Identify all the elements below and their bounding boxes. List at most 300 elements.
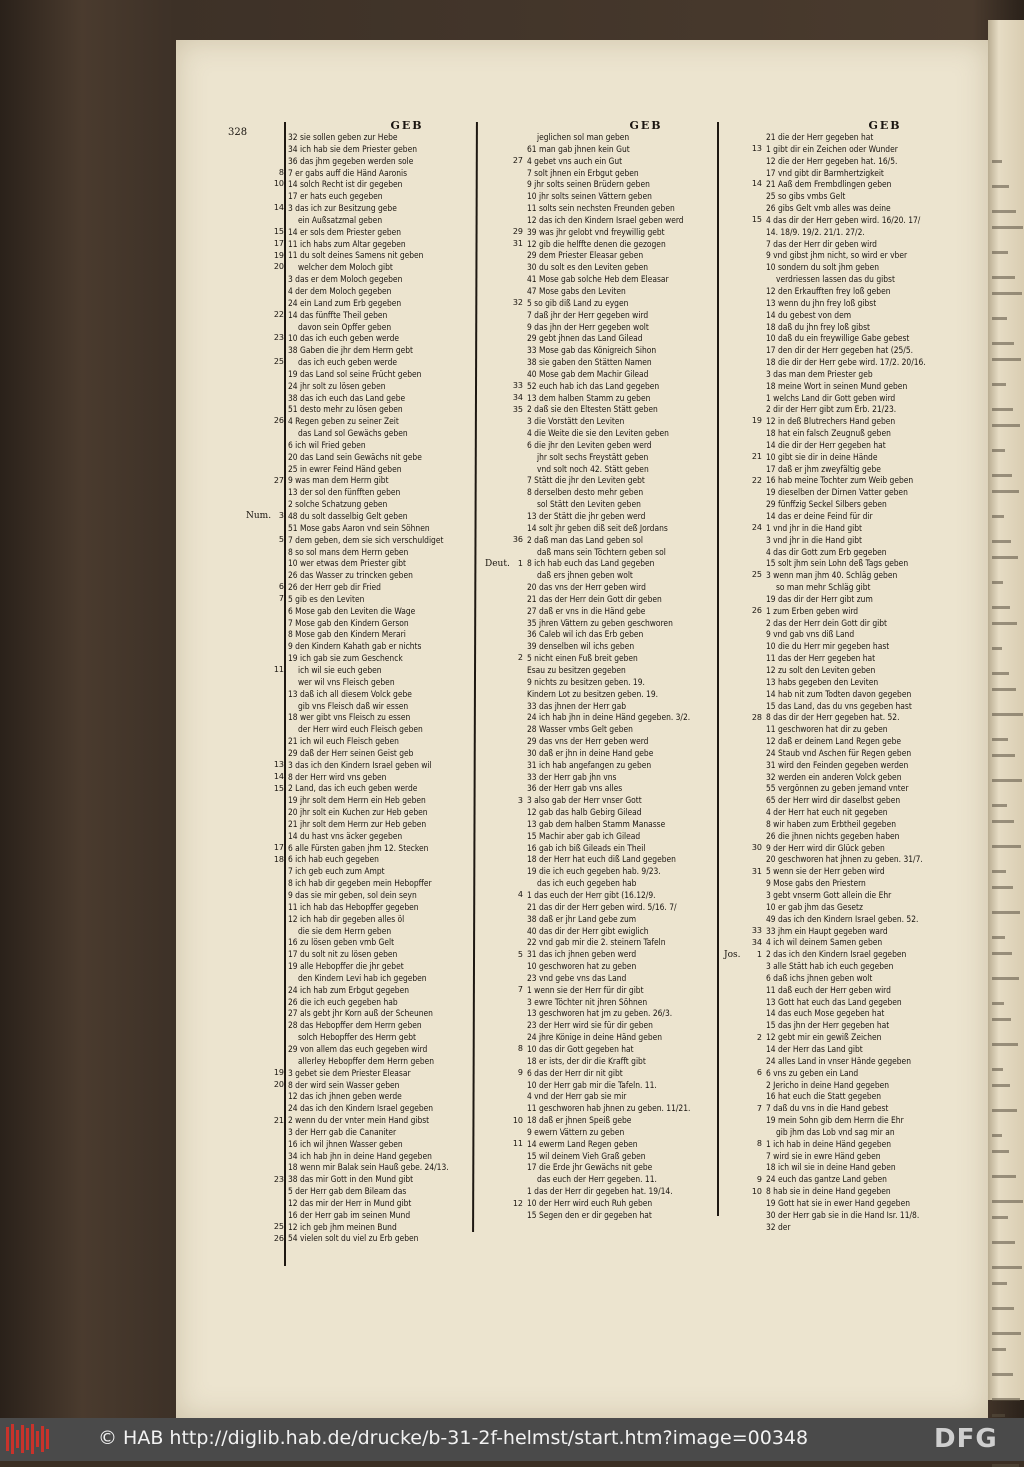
- index-entry: 12 den Erkaufften frey loß geben: [766, 285, 891, 296]
- index-entry: 10 das ich euch geben werde: [288, 333, 400, 344]
- chapter-number: 15: [273, 226, 284, 236]
- index-entry: 9 ewern Vättern zu geben: [527, 1126, 625, 1137]
- index-entry: 18 die dir der Herr gebe wird. 17/2. 20/16.: [766, 357, 926, 368]
- column-rule-left: [284, 122, 286, 1266]
- adjacent-page-text-line: [992, 1307, 1014, 1310]
- index-entry: 14 das euch Mose gegeben hat: [766, 1008, 885, 1019]
- chapter-number: 2: [517, 653, 523, 663]
- index-entry: 12 gebt mir ein gewiß Zeichen: [766, 1032, 882, 1043]
- chapter-number: 34: [751, 937, 762, 947]
- index-entry: 7 das der Herr dir geben wird: [766, 238, 877, 249]
- adjacent-page-text-line: [992, 1282, 1007, 1285]
- index-entry: 10 das dir Gott gegeben hat: [527, 1043, 634, 1054]
- running-head: GEB: [868, 119, 902, 132]
- index-entry: 3 ewre Töchter nit jhren Söhnen: [527, 996, 648, 1007]
- index-entry: 11 daß euch der Herr geben wird: [766, 984, 891, 995]
- index-entry: 9 vnd gab vns diß Land: [766, 629, 855, 640]
- index-entry: das euch der Herr gegeben. 11.: [537, 1174, 657, 1185]
- index-entry: 3 gebet sie dem Priester Eleasar: [288, 1067, 411, 1078]
- index-entry: 9 nichts zu besitzen geben. 19.: [527, 676, 645, 687]
- index-entry: 51 desto mehr zu lösen geben: [288, 404, 403, 415]
- index-entry: 3 gebt vnserm Gott allein die Ehr: [766, 890, 892, 900]
- index-entry: 12 in deß Blutrechers Hand geben: [766, 416, 896, 427]
- adjacent-page-text-line: [992, 1414, 1005, 1417]
- index-entry: 6 vns zu geben ein Land: [766, 1067, 859, 1078]
- index-entry: 13 dem halben Stamm zu geben: [527, 392, 651, 403]
- index-entry: 9 der Herr wird dir Glück geben: [766, 842, 885, 853]
- index-entry: 9 das jhn der Herr gegeben wolt: [527, 321, 649, 332]
- index-entry: 34 ich hab sie dem Priester geben: [288, 143, 418, 154]
- index-entry: jhr solt sechs Freystätt geben: [537, 451, 649, 462]
- index-entry: 1 vnd jhr in die Hand gibt: [766, 522, 862, 533]
- chapter-number: 2: [756, 1032, 762, 1042]
- chapter-number: 28: [751, 712, 762, 722]
- index-entry: 9 Mose gabs den Priestern: [766, 878, 866, 889]
- index-entry: 26 das Wasser zu trincken geben: [288, 570, 413, 581]
- index-entry: 3 das ich den Kindern Israel geben wil: [288, 759, 432, 770]
- index-entry: 51 Mose gabs Aaron vnd sein Söhnen: [288, 522, 430, 533]
- chapter-number: 32: [512, 297, 523, 307]
- index-entry: 31 wird den Feinden gegeben werden: [766, 759, 909, 770]
- chapter-number: 9: [756, 1174, 762, 1184]
- chapter-number: 8: [278, 167, 284, 177]
- chapter-number: 18: [273, 854, 284, 864]
- index-entry: 35 jhren Vättern zu geben geschworen: [527, 617, 673, 628]
- index-entry: welcher dem Moloch gibt: [298, 262, 393, 273]
- index-entry: 6 die jhr den Leviten geben werd: [527, 439, 652, 450]
- chapter-number: 12: [512, 1198, 523, 1208]
- index-entry: 14 hab nit zum Todten davon gegeben: [766, 688, 912, 699]
- index-entry: 9 das sie mir geben, sol dein seyn: [288, 890, 417, 900]
- chapter-number: 20: [273, 1080, 284, 1089]
- index-entry: 32 werden ein anderen Volck geben: [766, 771, 902, 782]
- index-entry: 61 man gab jhnen kein Gut: [527, 143, 630, 154]
- index-entry: 19 das Land sol seine Frücht geben: [288, 368, 422, 379]
- chapter-number: 23: [273, 1174, 284, 1184]
- chapter-number: 5: [517, 949, 523, 959]
- dfg-logo: DFG: [934, 1424, 998, 1454]
- chapter-number: 20: [273, 262, 284, 272]
- index-entry: 13 der Stätt die jhr geben werd: [527, 511, 646, 521]
- index-entry: 18 ich wil sie in deine Hand geben: [766, 1162, 896, 1173]
- index-entry: 6 daß ichs jhnen geben wolt: [766, 972, 873, 983]
- index-entry: 47 Mose gabs den Leviten: [527, 285, 626, 296]
- chapter-number: 19: [751, 416, 762, 426]
- index-entry: 8 der Herr wird vns geben: [288, 771, 387, 782]
- chapter-number: 10: [273, 179, 284, 189]
- chapter-number: 29: [512, 226, 523, 236]
- adjacent-page-text-line: [992, 1348, 1006, 1351]
- adjacent-page-text-line: [992, 1241, 1015, 1244]
- chapter-number: 27: [512, 155, 523, 165]
- index-entry: 14 du hast vns äcker gegeben: [288, 830, 403, 841]
- index-entry: 22 vnd gab mir die 2. steinern Tafeln: [527, 937, 666, 948]
- index-entry: verdriessen lassen das du gibst: [776, 274, 895, 285]
- entry-list: [766, 132, 1004, 1233]
- index-entry: 1 das euch der Herr gibt (16.12/9.: [527, 890, 656, 900]
- index-entry: 11 ich habs zum Altar gegeben: [288, 238, 406, 249]
- index-entry: 3 alle Stätt hab ich euch gegeben: [766, 961, 894, 972]
- page-number: 328: [228, 127, 248, 138]
- chapter-number: 30: [751, 843, 762, 852]
- index-entry: gib vns Fleisch daß wir essen: [298, 700, 409, 711]
- index-entry: 14 solch Recht ist dir gegeben: [288, 179, 403, 190]
- chapter-number: 33: [751, 925, 762, 935]
- index-entry: 48 du solt dasselbig Gelt geben: [288, 511, 408, 521]
- index-entry: 15 das Land, das du vns gegeben hast: [766, 700, 912, 711]
- index-entry: 24 euch das gantze Land geben: [766, 1174, 887, 1185]
- index-entry: 40 Mose gab dem Machir Gilead: [527, 368, 649, 379]
- index-entry: 11 du solt deines Samens nit geben: [288, 250, 424, 261]
- chapter-number: 19: [273, 250, 284, 260]
- index-entry: 38 sie gaben den Stätten Namen: [527, 357, 652, 368]
- index-entry: 12 zu solt den Leviten geben: [766, 664, 876, 675]
- index-entry: 31 ich hab angefangen zu geben: [527, 759, 652, 770]
- index-entry: 15 das jhn der Herr gegeben hat: [766, 1020, 890, 1031]
- entry-list: [527, 132, 765, 1222]
- index-entry: 7 wird sie in ewre Händ geben: [766, 1150, 881, 1161]
- index-column-1: [246, 119, 526, 1245]
- index-entry: 36 Caleb wil ich das Erb geben: [527, 629, 644, 640]
- index-entry: 39 was jhr gelobt vnd freywillig gebt: [527, 226, 665, 237]
- index-entry: 15 solt jhm sein Lohn deß Tags geben: [766, 558, 909, 569]
- chapter-number: 22: [751, 475, 762, 485]
- index-entry: 12 das mir der Herr in Mund gibt: [288, 1197, 412, 1208]
- index-entry: 19 ich gab sie zum Geschenck: [288, 653, 403, 664]
- index-entry: daß mans sein Töchtern geben sol: [537, 546, 666, 557]
- index-entry: 1 das der Herr dir gegeben hat. 19/14.: [527, 1186, 673, 1197]
- chapter-number: 33: [512, 380, 523, 390]
- index-entry: 26 der Herr geb dir Fried: [288, 582, 381, 593]
- index-entry: 36 der Herr gab vns alles: [527, 783, 623, 794]
- index-entry: ich wil sie euch geben: [298, 664, 382, 675]
- index-entry: 8 das dir der Herr gegeben hat. 52.: [766, 712, 900, 723]
- index-entry: 18 wenn mir Balak sein Hauß gebe. 24/13.: [288, 1162, 449, 1173]
- chapter-number: 13: [273, 760, 284, 770]
- index-entry: 29 von allem das euch gegeben wird: [288, 1043, 428, 1054]
- index-entry: 19 jhr solt dem Herrn ein Heb geben: [288, 795, 426, 806]
- index-entry: 3 das er dem Moloch gegeben: [288, 274, 403, 285]
- index-entry: 10 wer etwas dem Priester gibt: [288, 558, 406, 569]
- index-entry: 14 du gebest von dem: [766, 309, 852, 320]
- index-entry: 29 fünffzig Seckel Silbers geben: [766, 499, 887, 510]
- index-entry: 18 meine Wort in seinen Mund geben: [766, 380, 908, 391]
- adjacent-page-text-line: [992, 1266, 1022, 1269]
- index-entry: das ich euch gegeben hab: [537, 878, 637, 889]
- index-entry: 2 daß man das Land geben sol: [527, 534, 643, 545]
- index-entry: 7 daß jhr der Herr gegeben wird: [527, 309, 649, 320]
- running-head: GEB: [629, 119, 663, 132]
- chapter-number: 26: [273, 1234, 284, 1244]
- index-entry: 6 ich wil Fried geben: [288, 439, 366, 450]
- index-entry: 21 Aaß dem Frembdlingen geben: [766, 179, 892, 190]
- index-entry: vnd solt noch 42. Stätt geben: [537, 463, 649, 474]
- index-entry: 33 jhm ein Haupt gegeben ward: [766, 925, 888, 936]
- index-entry: 7 ich geb euch zum Ampt: [288, 866, 385, 877]
- index-entry: die sie dem Herrn geben: [298, 925, 392, 936]
- book-marker: Num.: [246, 511, 272, 522]
- index-entry: 21 das der Herr dein Gott dir geben: [527, 593, 662, 604]
- index-entry: 10 die du Herr mir gegeben hast: [766, 641, 890, 652]
- index-entry: 4 vnd der Herr gab sie mir: [527, 1091, 627, 1102]
- index-entry: 6 Mose gab den Leviten die Wage: [288, 605, 416, 616]
- index-entry: 14 ewerm Land Regen geben: [527, 1138, 638, 1149]
- chapter-number: 3: [278, 511, 284, 521]
- chapter-number: 13: [751, 143, 762, 153]
- index-entry: 24 ich hab zum Erbgut gegeben: [288, 984, 410, 995]
- index-entry: 25 in ewrer Feind Händ geben: [288, 463, 402, 474]
- index-entry: jeglichen sol man geben: [537, 132, 630, 142]
- index-entry: 8 ich hab dir gegeben mein Hebopffer: [288, 878, 432, 889]
- index-entry: 18 der Herr hat euch diß Land gegeben: [527, 854, 676, 865]
- index-entry: 10 sondern du solt jhm geben: [766, 262, 879, 273]
- index-entry: 6 das der Herr dir nit gibt: [527, 1067, 623, 1078]
- index-entry: 24 jhre Könige in deine Händ geben: [527, 1032, 663, 1043]
- index-entry: 10 jhr solts seinen Vättern geben: [527, 191, 652, 202]
- index-entry: 12 das ich jhnen geben werde: [288, 1091, 402, 1102]
- chapter-number: 22: [273, 309, 284, 319]
- index-entry: 4 Regen geben zu seiner Zeit: [288, 416, 399, 427]
- index-entry: 5 nicht einen Fuß breit geben: [527, 653, 638, 664]
- index-entry: 3 das ich zur Besitzung gebe: [288, 203, 397, 214]
- index-entry: 1 wenn sie der Herr für dir gibt: [527, 984, 644, 995]
- index-entry: 26 die ich euch gegeben hab: [288, 996, 398, 1007]
- chapter-number: 9: [517, 1068, 523, 1078]
- index-entry: 3 vnd jhr in die Hand gibt: [766, 534, 862, 545]
- index-entry: 12 daß er deinem Land Regen gebe: [766, 736, 902, 747]
- index-entry: sol Stätt den Leviten geben: [537, 499, 641, 510]
- chapter-number: 10: [751, 1186, 762, 1196]
- index-entry: den Kindern Levi hab ich gegeben: [298, 972, 427, 983]
- index-entry: 16 der Herr gab im seinen Mund: [288, 1209, 411, 1220]
- source-url-link[interactable]: © HAB http://diglib.hab.de/drucke/b-31-2f-helmst/start.htm?image=00348: [98, 1427, 809, 1449]
- index-entry: 15 Segen den er dir gegeben hat: [527, 1209, 652, 1220]
- index-entry: 19 dieselben der Dirnen Vatter geben: [766, 487, 908, 498]
- index-entry: 4 ich wil deinem Samen geben: [766, 937, 883, 948]
- entry-list: [288, 132, 526, 1245]
- index-entry: 3 also gab der Herr vnser Gott: [527, 795, 642, 806]
- index-entry: 7 solt jhnen ein Erbgut geben: [527, 167, 639, 178]
- chapter-number: 25: [751, 570, 762, 580]
- chapter-number: 7: [517, 985, 523, 995]
- index-entry: 14. 18/9. 19/2. 21/1. 27/2.: [766, 226, 865, 237]
- index-entry: 40 das dir der Herr gibt ewiglich: [527, 925, 649, 936]
- index-entry: 14 der Herr das Land gibt: [766, 1043, 863, 1054]
- chapter-number: 11: [273, 665, 284, 675]
- index-entry: 5 der Herr gab dem Bileam das: [288, 1186, 407, 1197]
- index-entry: 14 er sols dem Priester geben: [288, 226, 402, 237]
- index-entry: 30 der Herr gab sie in die Hand Isr. 11/8.: [766, 1209, 920, 1220]
- index-entry: 12 die der Herr gegeben hat. 16/5.: [766, 155, 898, 166]
- index-entry: ein Außsatzmal geben: [298, 214, 383, 225]
- index-entry: 33 das jhnen der Herr gab: [527, 700, 626, 711]
- adjacent-page-text-line: [992, 1332, 1021, 1335]
- index-entry: 12 gib die helffte denen die gezogen: [527, 238, 666, 249]
- index-entry: 7 er gabs auff die Händ Aaronis: [288, 167, 408, 178]
- chapter-number: 19: [273, 1068, 284, 1078]
- index-entry: 16 ich wil jhnen Wasser geben: [288, 1138, 403, 1149]
- index-entry: 5 so gib diß Land zu eygen: [527, 297, 629, 308]
- index-entry: 41 Mose gab solche Heb dem Eleasar: [527, 274, 669, 285]
- index-entry: 38 daß er jhr Land gebe zum: [527, 913, 637, 924]
- index-entry: 9 den Kindern Kahath gab er nichts: [288, 641, 422, 652]
- chapter-number: 7: [278, 594, 284, 604]
- chapter-number: 31: [512, 238, 523, 248]
- index-entry: 8 der wird sein Wasser geben: [288, 1079, 400, 1090]
- index-entry: 52 euch hab ich das Land gegeben: [527, 380, 660, 391]
- index-entry: 8 hab sie in deine Hand gegeben: [766, 1186, 891, 1197]
- index-entry: 8 Mose gab den Kindern Merari: [288, 629, 406, 640]
- chapter-number: 14: [273, 771, 284, 781]
- index-entry: 19 Gott hat sie in ewer Hand gegeben: [766, 1197, 910, 1208]
- index-entry: gib jhm das Lob vnd sag mir an: [776, 1126, 895, 1137]
- index-entry: 26 die jhnen nichts gegeben haben: [766, 830, 900, 841]
- index-entry: 18 daß du jhn frey loß gibst: [766, 321, 870, 332]
- chapter-number: 23: [273, 333, 284, 343]
- index-entry: 2 das ich den Kindern Israel gegeben: [766, 949, 907, 960]
- index-entry: 15 wil deinem Vieh Graß geben: [527, 1150, 646, 1161]
- index-entry: 13 Gott hat euch das Land gegeben: [766, 996, 902, 1007]
- index-entry: 17 den dir der Herr gegeben hat (25/5.: [766, 345, 914, 356]
- index-entry: 13 geschworen hat jm zu geben. 26/3.: [527, 1008, 673, 1019]
- index-entry: 12 ich geb jhm meinen Bund: [288, 1221, 397, 1232]
- index-entry: 27 als gebt jhr Korn auß der Scheunen: [288, 1008, 433, 1019]
- chapter-number: 36: [512, 534, 523, 544]
- chapter-number: 25: [273, 357, 284, 367]
- index-entry: allerley Hebopffer dem Herrn geben: [298, 1055, 435, 1066]
- index-entry: 4 der dem Moloch gegeben: [288, 285, 392, 296]
- index-column-2: [485, 119, 765, 1222]
- index-entry: 31 das ich jhnen geben werd: [527, 949, 637, 960]
- chapter-number: 26: [751, 606, 762, 615]
- hab-bars-logo-icon: [6, 1424, 50, 1454]
- chapter-number: 31: [751, 866, 762, 876]
- index-entry: 13 daß ich all diesem Volck gebe: [288, 688, 412, 699]
- chapter-number: 6: [278, 582, 284, 592]
- index-entry: 20 jhr solt ein Kuchen zur Heb geben: [288, 807, 428, 818]
- index-entry: 24 ich hab jhn in deine Händ gegeben. 3/2.: [527, 712, 691, 723]
- index-entry: 5 wenn sie der Herr geben wird: [766, 866, 885, 877]
- chapter-number: 15: [751, 214, 762, 224]
- index-entry: 17 vnd gibt dir Barmhertzigkeit: [766, 167, 884, 178]
- index-entry: 33 der Herr gab jhn vns: [527, 771, 617, 782]
- index-entry: 30 daß er jhn in deine Hand gebe: [527, 747, 654, 758]
- index-entry: 10 der Herr gab mir die Tafeln. 11.: [527, 1079, 657, 1090]
- index-entry: daß ers jhnen geben wolt: [537, 570, 633, 581]
- index-entry: 21 die der Herr gegeben hat: [766, 132, 874, 142]
- index-entry: 9 jhr solts seinen Brüdern geben: [527, 179, 650, 190]
- index-entry: 9 was man dem Herrn gibt: [288, 475, 389, 486]
- index-entry: 30 du solt es den Leviten geben: [527, 262, 649, 273]
- chapter-number: 27: [273, 475, 284, 485]
- index-entry: 33 Mose gab das Königreich Sihon: [527, 345, 657, 356]
- index-entry: 20 das Land sein Gewächs nit gebe: [288, 451, 422, 462]
- index-entry: 16 hab meine Tochter zum Weib geben: [766, 475, 914, 486]
- adjacent-page-text-line: [992, 1398, 1020, 1401]
- index-entry: 20 geschworen hat jhnen zu geben. 31/7.: [766, 854, 923, 865]
- index-entry: 2 wenn du der vnter mein Hand gibst: [288, 1115, 430, 1126]
- index-entry: 14 das fünffte Theil geben: [288, 309, 388, 320]
- chapter-number: 8: [756, 1139, 762, 1149]
- index-entry: 2 solche Schatzung geben: [288, 499, 388, 510]
- chapter-number: 35: [512, 404, 523, 414]
- index-entry: 49 das ich den Kindern Israel geben. 52.: [766, 913, 919, 924]
- index-entry: 65 der Herr wird dir daselbst geben: [766, 795, 901, 806]
- index-entry: 38 Gaben die jhr dem Herrn gebt: [288, 345, 413, 356]
- index-entry: 18 hat ein falsch Zeugnuß geben: [766, 428, 891, 439]
- index-entry: 14 solt jhr geben diß seit deß Jordans: [527, 522, 668, 533]
- index-entry: 29 dem Priester Eleasar geben: [527, 250, 644, 261]
- index-entry: 10 daß du ein freywillige Gabe gebest: [766, 333, 910, 344]
- index-entry: 14 das er deine Feind für dir: [766, 511, 873, 521]
- index-entry: davon sein Opffer geben: [298, 321, 392, 332]
- index-entry: der Herr wird euch Fleisch geben: [298, 724, 423, 735]
- chapter-number: 14: [751, 179, 762, 189]
- index-entry: 17 daß er jhm zweyfältig gebe: [766, 463, 881, 474]
- index-column-3: [724, 119, 1004, 1233]
- index-entry: 7 dem geben, dem sie sich verschuldiget: [288, 534, 444, 545]
- index-entry: 39 denselben wil ichs geben: [527, 641, 635, 652]
- index-entry: 11 geschworen hab jhnen zu geben. 11/21.: [527, 1103, 691, 1114]
- index-entry: 19 das dir der Herr gibt zum: [766, 593, 873, 604]
- index-entry: 14 die dir der Herr gegeben hat: [766, 439, 886, 450]
- index-entry: 9 vnd gibst jhm nicht, so wird er vber: [766, 250, 908, 261]
- chapter-number: 1: [517, 558, 523, 568]
- index-entry: 21 ich wil euch Fleisch geben: [288, 736, 399, 747]
- index-entry: 28 Wasser vmbs Gelt geben: [527, 724, 633, 735]
- index-entry: 29 das vns der Herr geben werd: [527, 736, 649, 747]
- index-entry: 11 ich hab das Hebopffer gegeben: [288, 901, 419, 912]
- index-entry: 12 gab das halb Gebirg Gilead: [527, 807, 642, 818]
- chapter-number: 7: [756, 1103, 762, 1113]
- index-entry: 4 das dir der Herr geben wird. 16/20. 17/: [766, 214, 921, 225]
- index-entry: 10 gibt sie dir in deine Hände: [766, 451, 878, 462]
- index-entry: 18 er ists, der dir die Krafft gibt: [527, 1055, 646, 1066]
- index-entry: 12 ich hab dir gegeben alles öl: [288, 913, 405, 924]
- adjacent-page-text-line: [992, 1373, 1013, 1376]
- index-entry: 29 daß der Herr seinen Geist geb: [288, 747, 414, 758]
- index-entry: 28 das Hebopffer dem Herrn geben: [288, 1020, 422, 1031]
- index-entry: 1 zum Erben geben wird: [766, 605, 859, 616]
- index-entry: 19 die ich euch gegeben hab. 9/23.: [527, 866, 661, 877]
- index-entry: 2 daß sie den Eltesten Stätt geben: [527, 404, 658, 415]
- index-entry: 8 wir haben zum Erbtheil gegeben: [766, 818, 897, 829]
- index-entry: 19 alle Hebopffer die jhr gebet: [288, 961, 404, 972]
- index-entry: 1 welchs Land dir Gott geben wird: [766, 392, 896, 403]
- index-entry: 8 derselben desto mehr geben: [527, 487, 644, 498]
- index-entry: 12 das ich den Kindern Israel geben werd: [527, 214, 684, 225]
- index-entry: 4 die Weite die sie den Leviten geben: [527, 428, 669, 439]
- index-entry: 16 zu lösen geben vmb Gelt: [288, 937, 395, 948]
- index-entry: 55 vergönnen zu geben jemand vnter: [766, 783, 909, 794]
- index-entry: 21 jhr solt dem Herrn zur Heb geben: [288, 818, 427, 829]
- index-entry: 23 der Herr wird sie für dir geben: [527, 1020, 653, 1031]
- chapter-number: 3: [517, 795, 523, 805]
- chapter-number: 5: [278, 534, 284, 544]
- chapter-number: 6: [756, 1068, 762, 1078]
- index-entry: 17 die Erde jhr Gewächs nit gebe: [527, 1162, 653, 1173]
- chapter-number: 11: [512, 1139, 523, 1149]
- index-entry: 32 der: [766, 1221, 791, 1232]
- chapter-number: 15: [273, 783, 284, 793]
- index-entry: Kindern Lot zu besitzen geben. 19.: [527, 688, 659, 699]
- index-entry: Esau zu besitzen gegeben: [527, 664, 626, 675]
- index-entry: solch Hebopffer des Herrn gebt: [298, 1032, 417, 1043]
- chapter-number: 21: [751, 451, 762, 461]
- index-entry: 2 Jericho in deine Hand gegeben: [766, 1079, 890, 1090]
- index-entry: 3 wenn man jhm 40. Schläg geben: [766, 570, 898, 581]
- index-entry: 27 daß er vns in die Händ gebe: [527, 605, 646, 616]
